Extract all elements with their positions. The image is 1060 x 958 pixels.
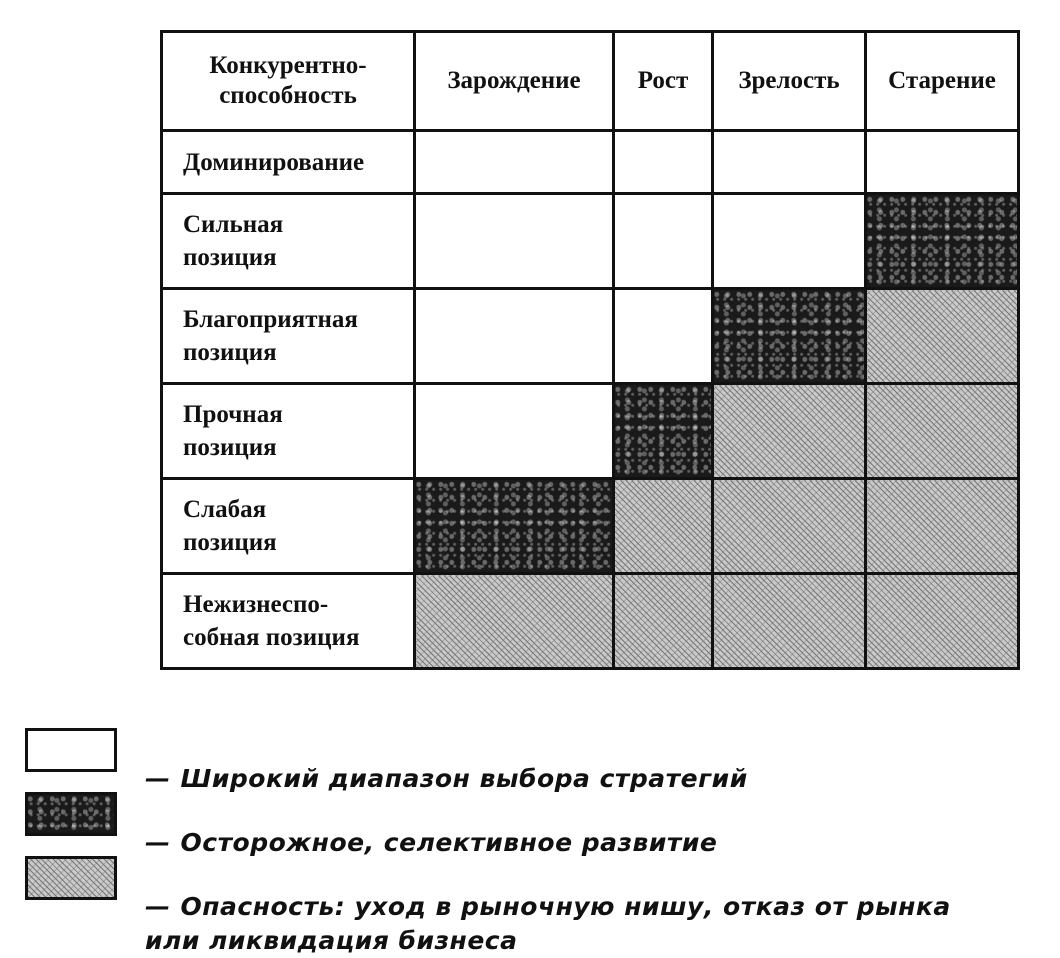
legend-swatch-dark: [25, 792, 117, 836]
matrix-row-weak: [162, 479, 1019, 574]
matrix-cell: [866, 574, 1019, 669]
matrix-cell: [866, 194, 1019, 289]
matrix-cell: [415, 574, 614, 669]
row-label: Доминирование: [162, 131, 415, 194]
legend: [25, 722, 1035, 955]
legend-item-wide-choice: [25, 722, 1035, 793]
stage-header-maturity: Зрелость: [713, 32, 866, 131]
row-label: Прочная позиция: [162, 384, 415, 479]
legend-label: Опасность: уход в рыночную нишу, отказ от рынка или ликвидация бизнеса: [145, 892, 951, 955]
matrix-cell: [415, 289, 614, 384]
stage-header-emergence: Зарождение: [415, 32, 614, 131]
corner-header: Конкурентно- способность: [162, 32, 415, 131]
matrix-cell: [415, 131, 614, 194]
matrix-cell: [713, 194, 866, 289]
legend-label: Осторожное, селективное развитие: [180, 828, 718, 857]
stage-header-aging: Старение: [866, 32, 1019, 131]
legend-item-danger: [25, 850, 1035, 955]
matrix-cell: [713, 289, 866, 384]
matrix-cell: [713, 479, 866, 574]
matrix-cell: [415, 384, 614, 479]
matrix-cell: [866, 131, 1019, 194]
row-label: Сильная позиция: [162, 194, 415, 289]
matrix-row-tenable: [162, 384, 1019, 479]
legend-dash: —: [145, 764, 171, 793]
matrix-cell: [713, 384, 866, 479]
matrix-cell: [614, 131, 713, 194]
legend-dash: —: [145, 828, 171, 857]
legend-swatch-hatch: [25, 856, 117, 900]
legend-item-cautious: [25, 786, 1035, 857]
header-row: [162, 32, 1019, 131]
matrix-cell: [866, 289, 1019, 384]
strategy-matrix: [160, 30, 1020, 670]
legend-swatch-white: [25, 728, 117, 772]
matrix-row-favorable: [162, 289, 1019, 384]
matrix-cell: [614, 384, 713, 479]
matrix-cell: [614, 574, 713, 669]
matrix-row-nonviable: [162, 574, 1019, 669]
matrix-cell: [713, 131, 866, 194]
matrix-cell: [614, 479, 713, 574]
matrix-cell: [713, 574, 866, 669]
stage-header-growth: Рост: [614, 32, 713, 131]
matrix-cell: [415, 479, 614, 574]
matrix-row-strong: [162, 194, 1019, 289]
matrix-row-dominance: [162, 131, 1019, 194]
matrix-cell: [415, 194, 614, 289]
legend-dash: —: [145, 892, 171, 921]
matrix-cell: [614, 194, 713, 289]
row-label: Слабая позиция: [162, 479, 415, 574]
legend-label: Широкий диапазон выбора стратегий: [180, 764, 748, 793]
matrix-cell: [614, 289, 713, 384]
row-label: Нежизнеспо- собная позиция: [162, 574, 415, 669]
matrix-cell: [866, 479, 1019, 574]
row-label: Благоприятная позиция: [162, 289, 415, 384]
matrix-cell: [866, 384, 1019, 479]
